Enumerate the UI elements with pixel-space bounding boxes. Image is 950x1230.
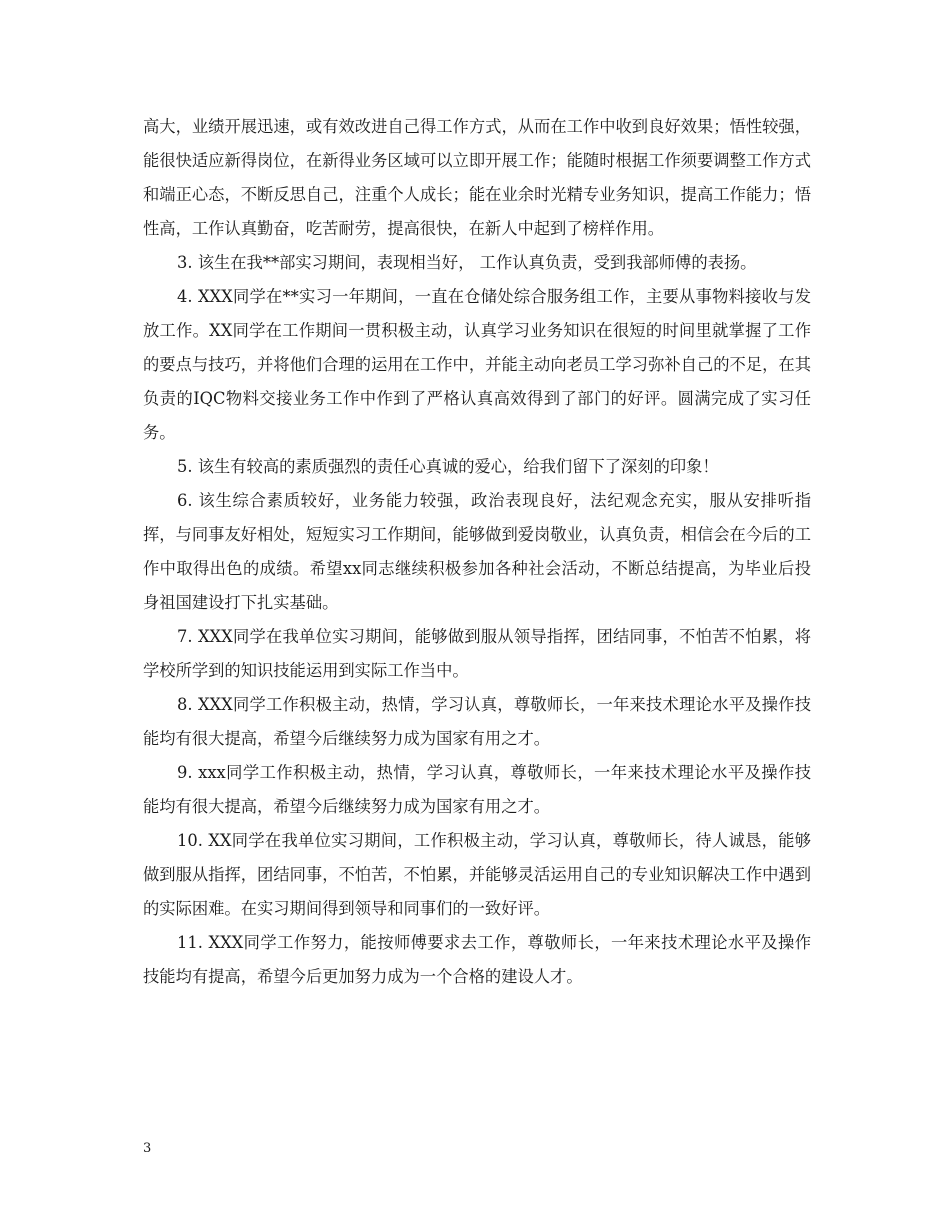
paragraph-item-10: 10. XX同学在我单位实习期间，工作积极主动，学习认真，尊敬师长，待人诚恳，能够做到服从指挥，团结同事，不怕苦，不怕累，并能够灵活运用自己的专业知识解决工作中遇到的实际困难。在实习期间得到领导和同事们的一致好评。 <box>143 831 811 918</box>
paragraph-item-7: 7. XXX同学在我单位实习期间，能够做到服从领导指挥，团结同事，不怕苦不怕累，将学校所学到的知识技能运用到实际工作当中。 <box>143 627 811 680</box>
paragraph-item-11: 11. XXX同学工作努力，能按师傅要求去工作，尊敬师长，一年来技术理论水平及操作技能均有提高，希望今后更加努力成为一个合格的建设人才。 <box>143 933 811 986</box>
paragraph-item-6: 6. 该生综合素质较好，业务能力较强，政治表现良好，法纪观念充实，服从安排听指挥，与同事友好相处，短短实习工作期间，能够做到爱岗敬业，认真负责，相信会在今后的工作中取得出色的成绩。希望xx同志继续积极参加各种社会活动，不断总结提高，为毕业后投身祖国建设打下扎实基础。 <box>143 491 811 612</box>
paragraph-continuation: 高大，业绩开展迅速，或有效改进自己得工作方式，从而在工作中收到良好效果；悟性较强，能很快适应新得岗位，在新得业务区域可以立即开展工作；能随时根据工作须要调整工作方式和端正心态，不断反思自己，注重个人成长；能在业余时光精专业务知识，提高工作能力；悟性高，工作认真勤奋，吃苦耐劳，提高很快，在新人中起到了榜样作用。 <box>143 117 811 238</box>
paragraph-item-3: 3. 该生在我**部实习期间，表现相当好， 工作认真负责，受到我部师傅的表扬。 <box>177 253 757 272</box>
document-body <box>143 110 811 994</box>
paragraph-item-8: 8. XXX同学工作积极主动，热情，学习认真，尊敬师长，一年来技术理论水平及操作技能均有很大提高，希望今后继续努力成为国家有用之才。 <box>143 695 811 748</box>
paragraph-item-9: 9. xxx同学工作积极主动，热情，学习认真，尊敬师长，一年来技术理论水平及操作技能均有很大提高，希望今后继续努力成为国家有用之才。 <box>143 763 811 816</box>
page-number: 3 <box>143 1141 152 1156</box>
paragraph-item-4: 4. XXX同学在**实习一年期间，一直在仓储处综合服务组工作，主要从事物料接收与发放工作。XX同学在工作期间一贯积极主动，认真学习业务知识在很短的时间里就掌握了工作的要点与技巧，并将他们合理的运用在工作中，并能主动向老员工学习弥补自己的不足，在其负责的IQC物料交接业务工作中作到了严格认真高效得到了部门的好评。圆满完成了实习任务。 <box>143 287 811 442</box>
paragraph-item-5: 5. 该生有较高的素质强烈的责任心真诚的爱心，给我们留下了深刻的印象！ <box>177 457 719 476</box>
